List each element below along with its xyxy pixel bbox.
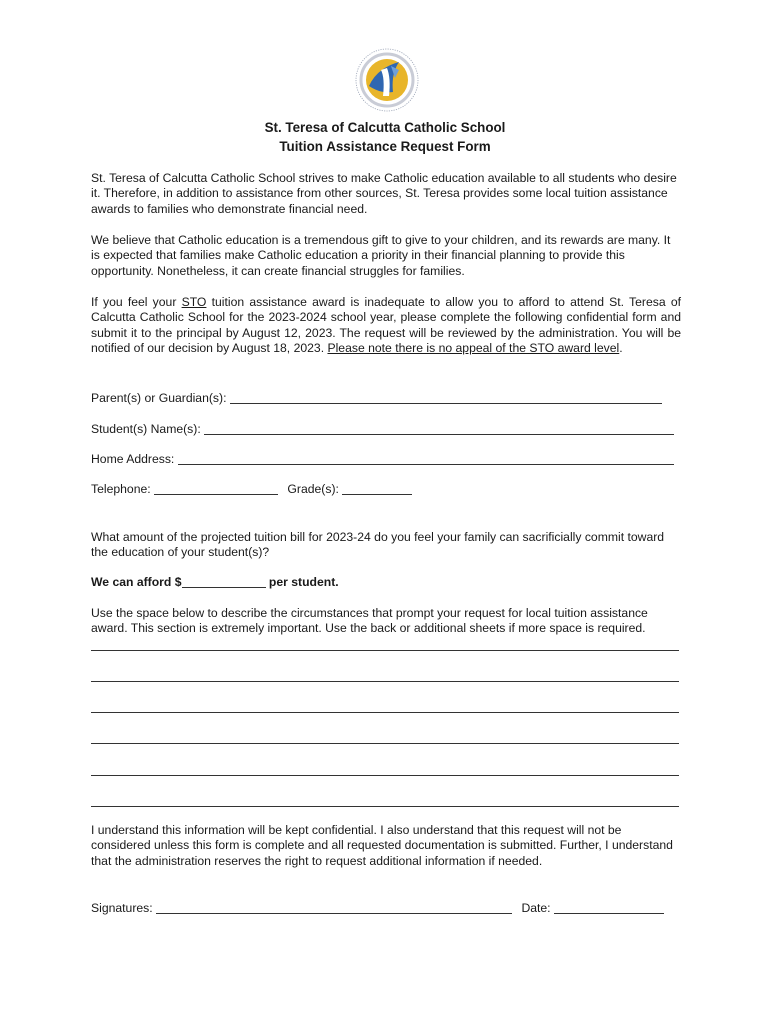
school-name: St. Teresa of Calcutta Catholic School [264, 120, 506, 135]
date-input-line[interactable] [554, 901, 664, 914]
intro-paragraph-1: St. Teresa of Calcutta Catholic School strives to make Catholic education available to all students who desire it. Therefore, in addition to assistance from other sources, St. Teresa provides some local tuition assistance awards to families who demonstrate financial need. [91, 171, 677, 216]
circumstances-line-3[interactable] [91, 712, 679, 713]
intro-paragraph-2: We believe that Catholic education is a tremendous gift to give to your children, and its rewards are many. It is expected that families make Catholic education a priority in their financial planning to provide this opportunity. Nonetheless, it can create financial struggles for families. [91, 233, 671, 278]
acknowledgement-paragraph: I understand this information will be kept confidential. I also understand that this request will not be considered unless this form is complete and all requested documentation is submitted. Further, I understand that the administration reserves the right to request additional information if needed. [91, 823, 673, 868]
circumstances-prompt: Use the space below to describe the circumstances that prompt your request for local tuition assistance award. This section is extremely important. Use the back or additional sheets if more space is required. [91, 606, 648, 636]
parents-label: Parent(s) or Guardian(s): [91, 391, 227, 405]
telephone-grade-row [91, 482, 412, 497]
sto-appeal-note: Please note there is no appeal of the STO award level [327, 341, 620, 356]
grade-label: Grade(s): [287, 482, 339, 496]
address-input-line[interactable] [178, 452, 674, 465]
address-label: Home Address: [91, 452, 175, 466]
signature-row [91, 901, 664, 916]
intro-p3-end: . [619, 341, 623, 356]
circumstances-line-6[interactable] [91, 806, 679, 807]
signature-input-line[interactable] [156, 901, 512, 914]
circumstances-line-1[interactable] [91, 650, 679, 651]
parents-input-line[interactable] [230, 391, 662, 404]
date-label: Date: [521, 901, 551, 915]
circumstances-line-2[interactable] [91, 681, 679, 682]
circumstances-line-5[interactable] [91, 775, 679, 776]
afford-amount-line[interactable] [182, 575, 266, 588]
afford-statement [91, 575, 339, 590]
parents-field[interactable] [91, 391, 662, 406]
students-input-line[interactable] [204, 422, 674, 435]
students-field[interactable] [91, 422, 674, 437]
afford-suffix: per student. [265, 575, 339, 589]
intro-paragraph-3 [91, 295, 681, 357]
address-field[interactable] [91, 452, 674, 467]
afford-prefix: We can afford $ [91, 575, 182, 589]
afford-question: What amount of the projected tuition bill for 2023-24 do you feel your family can sacrificially commit toward the education of your student(s)? [91, 530, 665, 560]
school-logo [355, 48, 419, 112]
telephone-input-line[interactable] [154, 482, 278, 495]
sto-term: STO [181, 295, 207, 309]
intro-p3-start: If you feel your [91, 295, 182, 309]
intro-p3-body: tuition assistance award is inadequate to allow you to afford to attend St. Teresa of Calcutta Catholic School for the 2023-2024 school year, please complete the following confidential form and submit it to the principal by August 12, 2023. The request will be reviewed by the administration. You will be notified of our decision by August 18, 2023. [91, 295, 681, 356]
telephone-label: Telephone: [91, 482, 151, 496]
signatures-label: Signatures: [91, 901, 153, 915]
students-label: Student(s) Name(s): [91, 422, 201, 436]
form-title: Tuition Assistance Request Form [279, 139, 491, 154]
grade-input-line[interactable] [342, 482, 412, 495]
circumstances-line-4[interactable] [91, 743, 679, 744]
